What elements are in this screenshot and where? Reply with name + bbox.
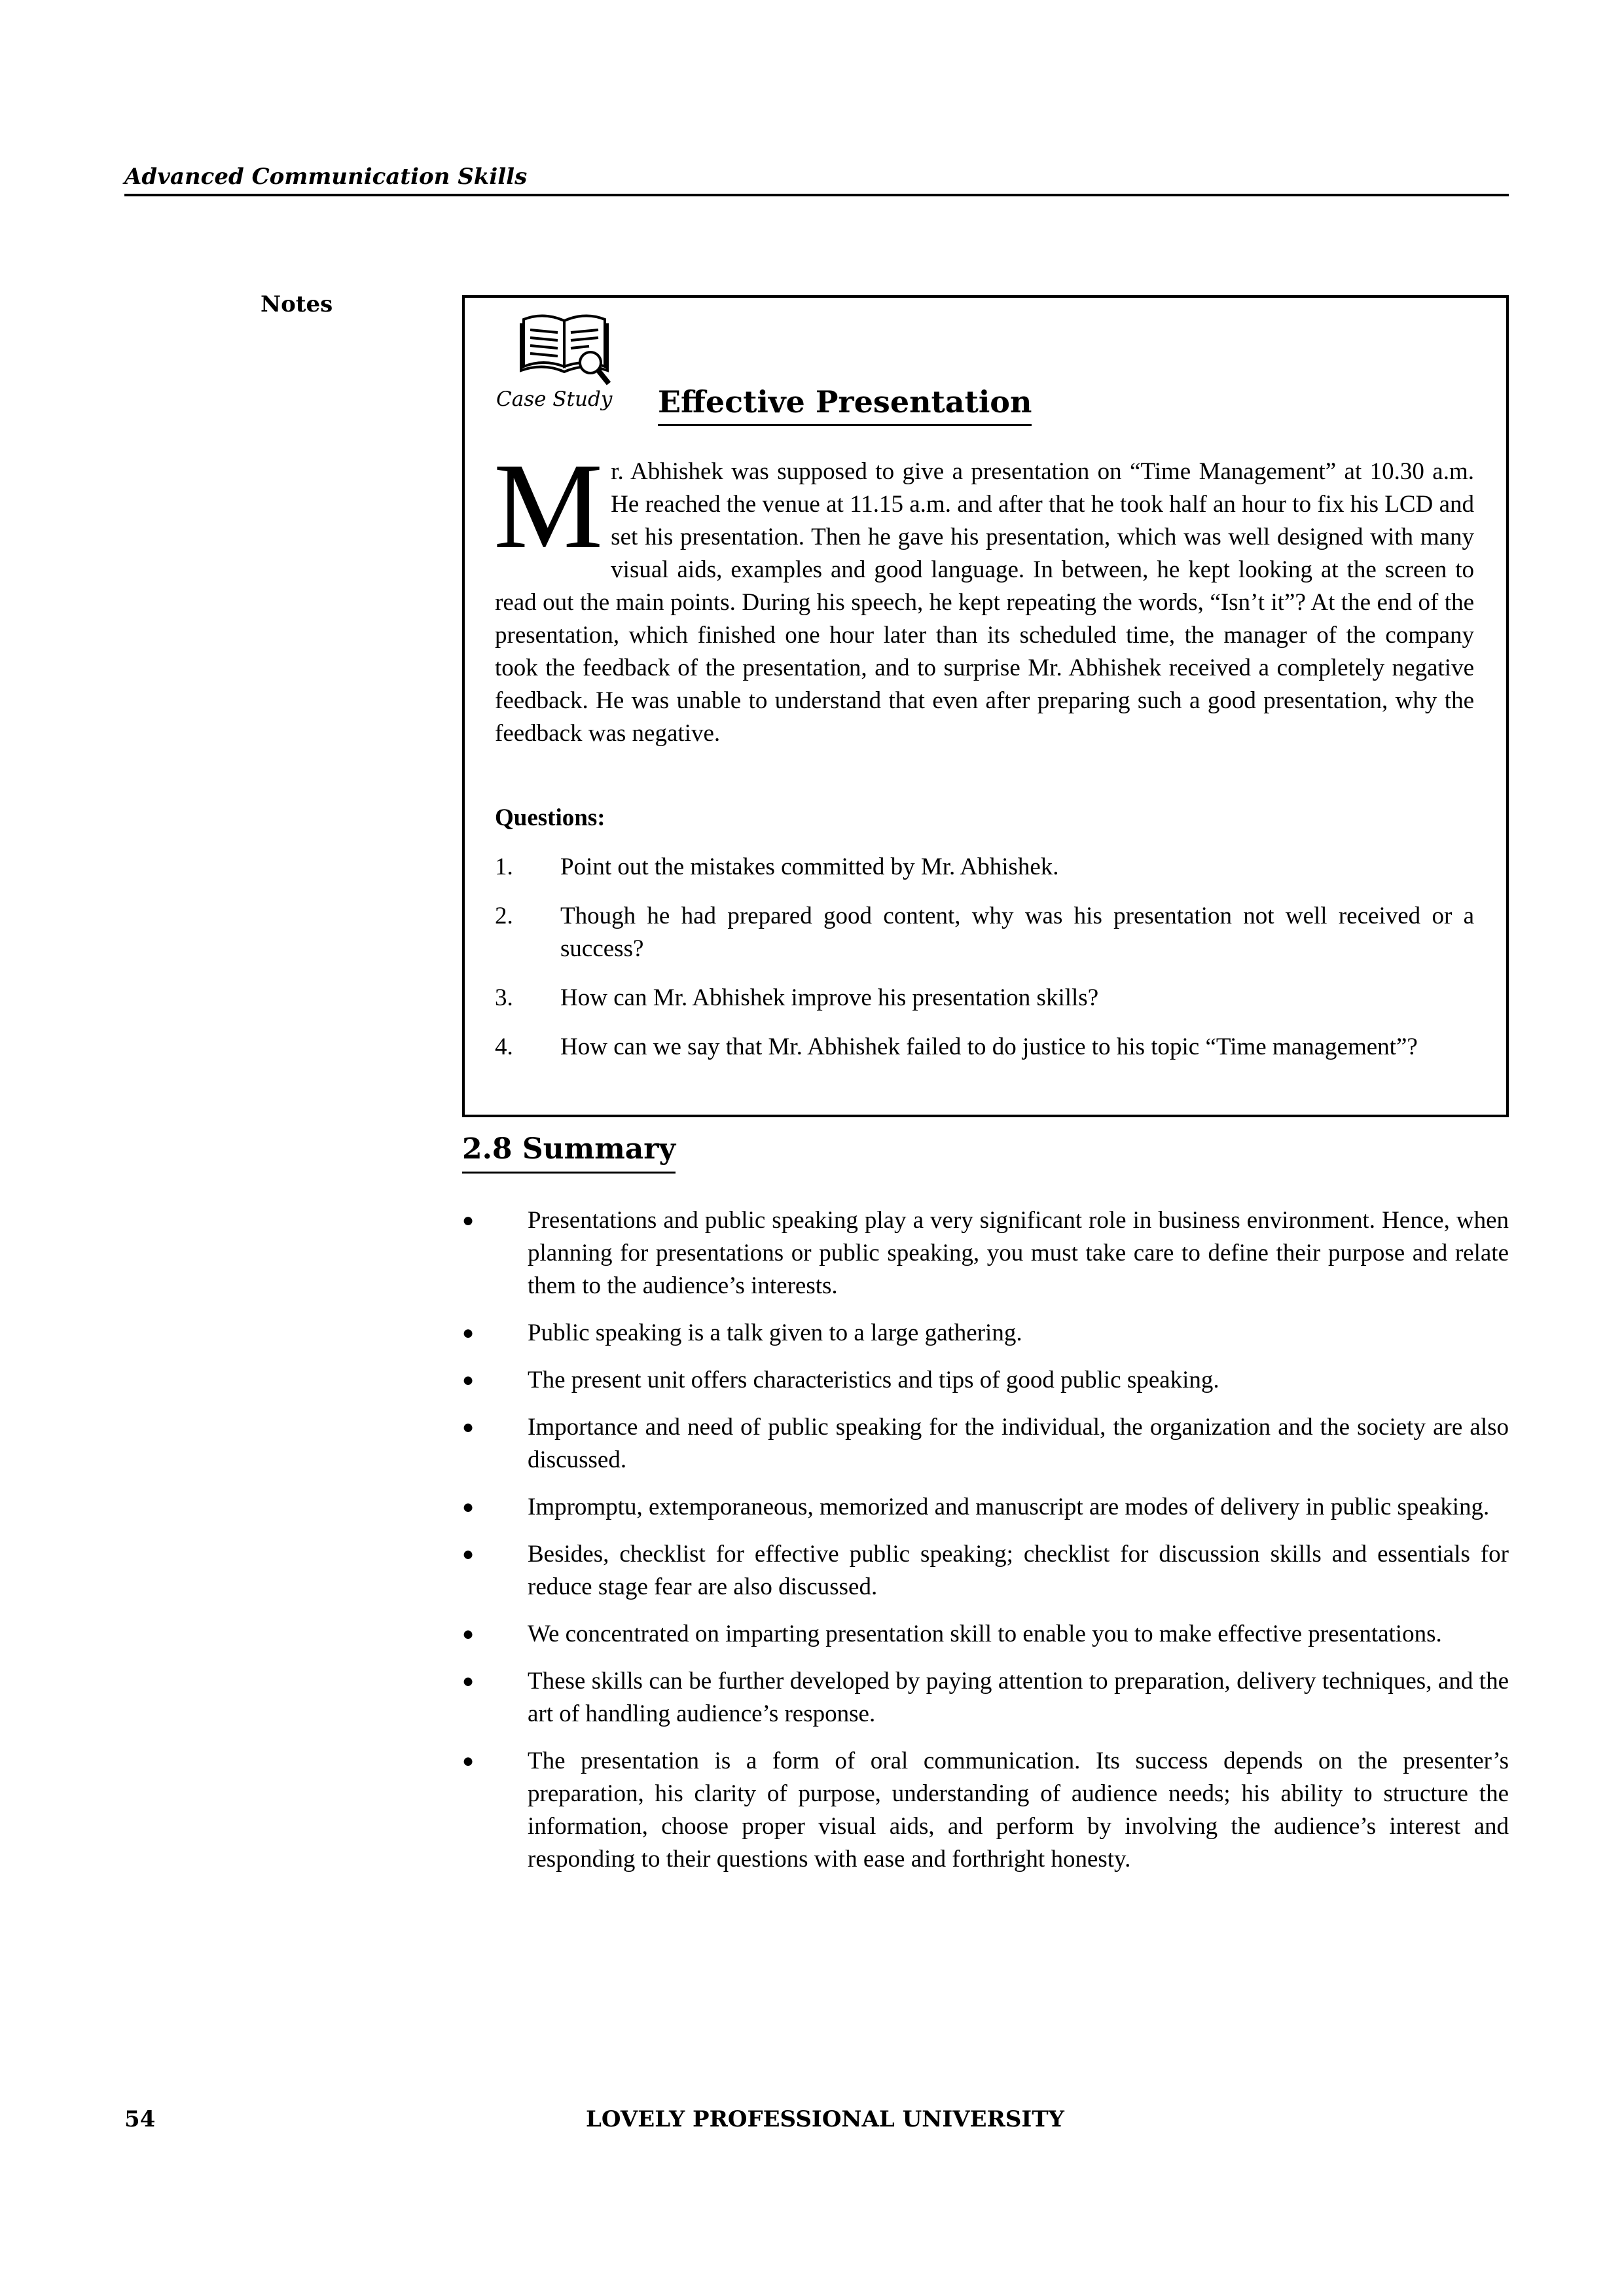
summary-text: Presentations and public speaking play a very significant role in business environment. Hence, when planning for presentations or public speaking, you must take care to define their purpose and relate them to the audience’s interests.: [528, 1207, 1509, 1299]
running-title: Advanced Communication Skills: [124, 164, 528, 190]
summary-item: [462, 1665, 1509, 1731]
summary-text: The present unit offers characteristics and tips of good public speaking.: [528, 1367, 1219, 1393]
case-study-title: Effective Presentation: [658, 384, 1032, 426]
question-text: How can Mr. Abhishek improve his presentation skills?: [560, 984, 1099, 1011]
question-number: 3.: [495, 984, 513, 1011]
bullet-icon: ●: [462, 1543, 475, 1565]
summary-text: These skills can be further developed by paying attention to preparation, delivery techniques, and the art of handling audience’s response.: [528, 1668, 1509, 1727]
question-text: How can we say that Mr. Abhishek failed to do justice to his topic “Time management”?: [560, 1033, 1418, 1060]
summary-item: [462, 1364, 1509, 1397]
summary-item: [462, 1491, 1509, 1524]
question-item: [495, 851, 1474, 884]
summary-text: Impromptu, extemporaneous, memorized and manuscript are modes of delivery in public speaking.: [528, 1494, 1490, 1520]
question-item: [495, 1031, 1474, 1064]
bullet-icon: ●: [462, 1210, 475, 1231]
page-number: 54: [124, 2106, 156, 2132]
bullet-icon: ●: [462, 1369, 475, 1391]
summary-item: [462, 1618, 1509, 1651]
summary-item: [462, 1538, 1509, 1604]
question-item: [495, 900, 1474, 965]
case-study-text: r. Abhishek was supposed to give a presentation on “Time Management” at 10.30 a.m. He reached the venue at 11.15 a.m. and after that he took half an hour to fix his LCD and set his presentation. Then he gave his presentation, which was well designed with many visual aids, examples and good language. In between, he kept looking at the screen to read out the main points. During his speech, he kept repeating the words, “Isn’t it”? At the end of the presentation, which finished one hour later than its scheduled time, the manager of the company took the feedback of the presentation, and to surprise Mr. Abhishek received a completely negative feedback. He was unable to understand that even after preparing such a good presentation, why the feedback was negative.: [495, 458, 1474, 747]
bullet-icon: ●: [462, 1623, 475, 1645]
question-number: 1.: [495, 853, 513, 880]
bullet-icon: ●: [462, 1322, 475, 1344]
summary-item: [462, 1204, 1509, 1302]
bullet-icon: ●: [462, 1496, 475, 1518]
summary-heading: 2.8 Summary: [462, 1131, 676, 1174]
summary-text: Besides, checklist for effective public speaking; checklist for discussion skills and essentials for reduce stage fear are also discussed.: [528, 1541, 1509, 1600]
summary-item: [462, 1411, 1509, 1477]
open-book-magnifier-icon: [517, 306, 615, 391]
bullet-icon: ●: [462, 1750, 475, 1772]
question-text: Point out the mistakes committed by Mr. Abhishek.: [560, 853, 1059, 880]
case-study-body: [494, 437, 1474, 750]
summary-list: [462, 1204, 1509, 1890]
footer-publisher: LOVELY PROFESSIONAL UNIVERSITY: [586, 2106, 1064, 2132]
summary-item: [462, 1745, 1509, 1876]
running-header: [124, 162, 1509, 196]
questions-heading: Questions:: [495, 804, 605, 831]
summary-item: [462, 1317, 1509, 1350]
bullet-icon: ●: [462, 1416, 475, 1438]
question-text: Though he had prepared good content, why was his presentation not well received or a success?: [560, 903, 1474, 962]
summary-text: Importance and need of public speaking for the individual, the organization and the society are also discussed.: [528, 1414, 1509, 1473]
summary-text: We concentrated on imparting presentation skill to enable you to make effective presentations.: [528, 1621, 1442, 1647]
question-number: 2.: [495, 903, 513, 929]
case-study-label: Case Study: [496, 387, 613, 411]
questions-list: [495, 851, 1474, 1080]
summary-text: Public speaking is a talk given to a large gathering.: [528, 1319, 1022, 1346]
bullet-icon: ●: [462, 1670, 475, 1692]
question-item: [495, 982, 1474, 1014]
question-number: 4.: [495, 1033, 513, 1060]
summary-text: The presentation is a form of oral communication. Its success depends on the presenter’s preparation, his clarity of purpose, understanding of audience needs; his ability to structure the information, choose proper visual aids, and perform by involving the audience’s interest and responding to their questions with ease and forthright honesty.: [528, 1748, 1509, 1873]
drop-cap: M: [494, 437, 604, 574]
notes-label: Notes: [261, 291, 333, 317]
